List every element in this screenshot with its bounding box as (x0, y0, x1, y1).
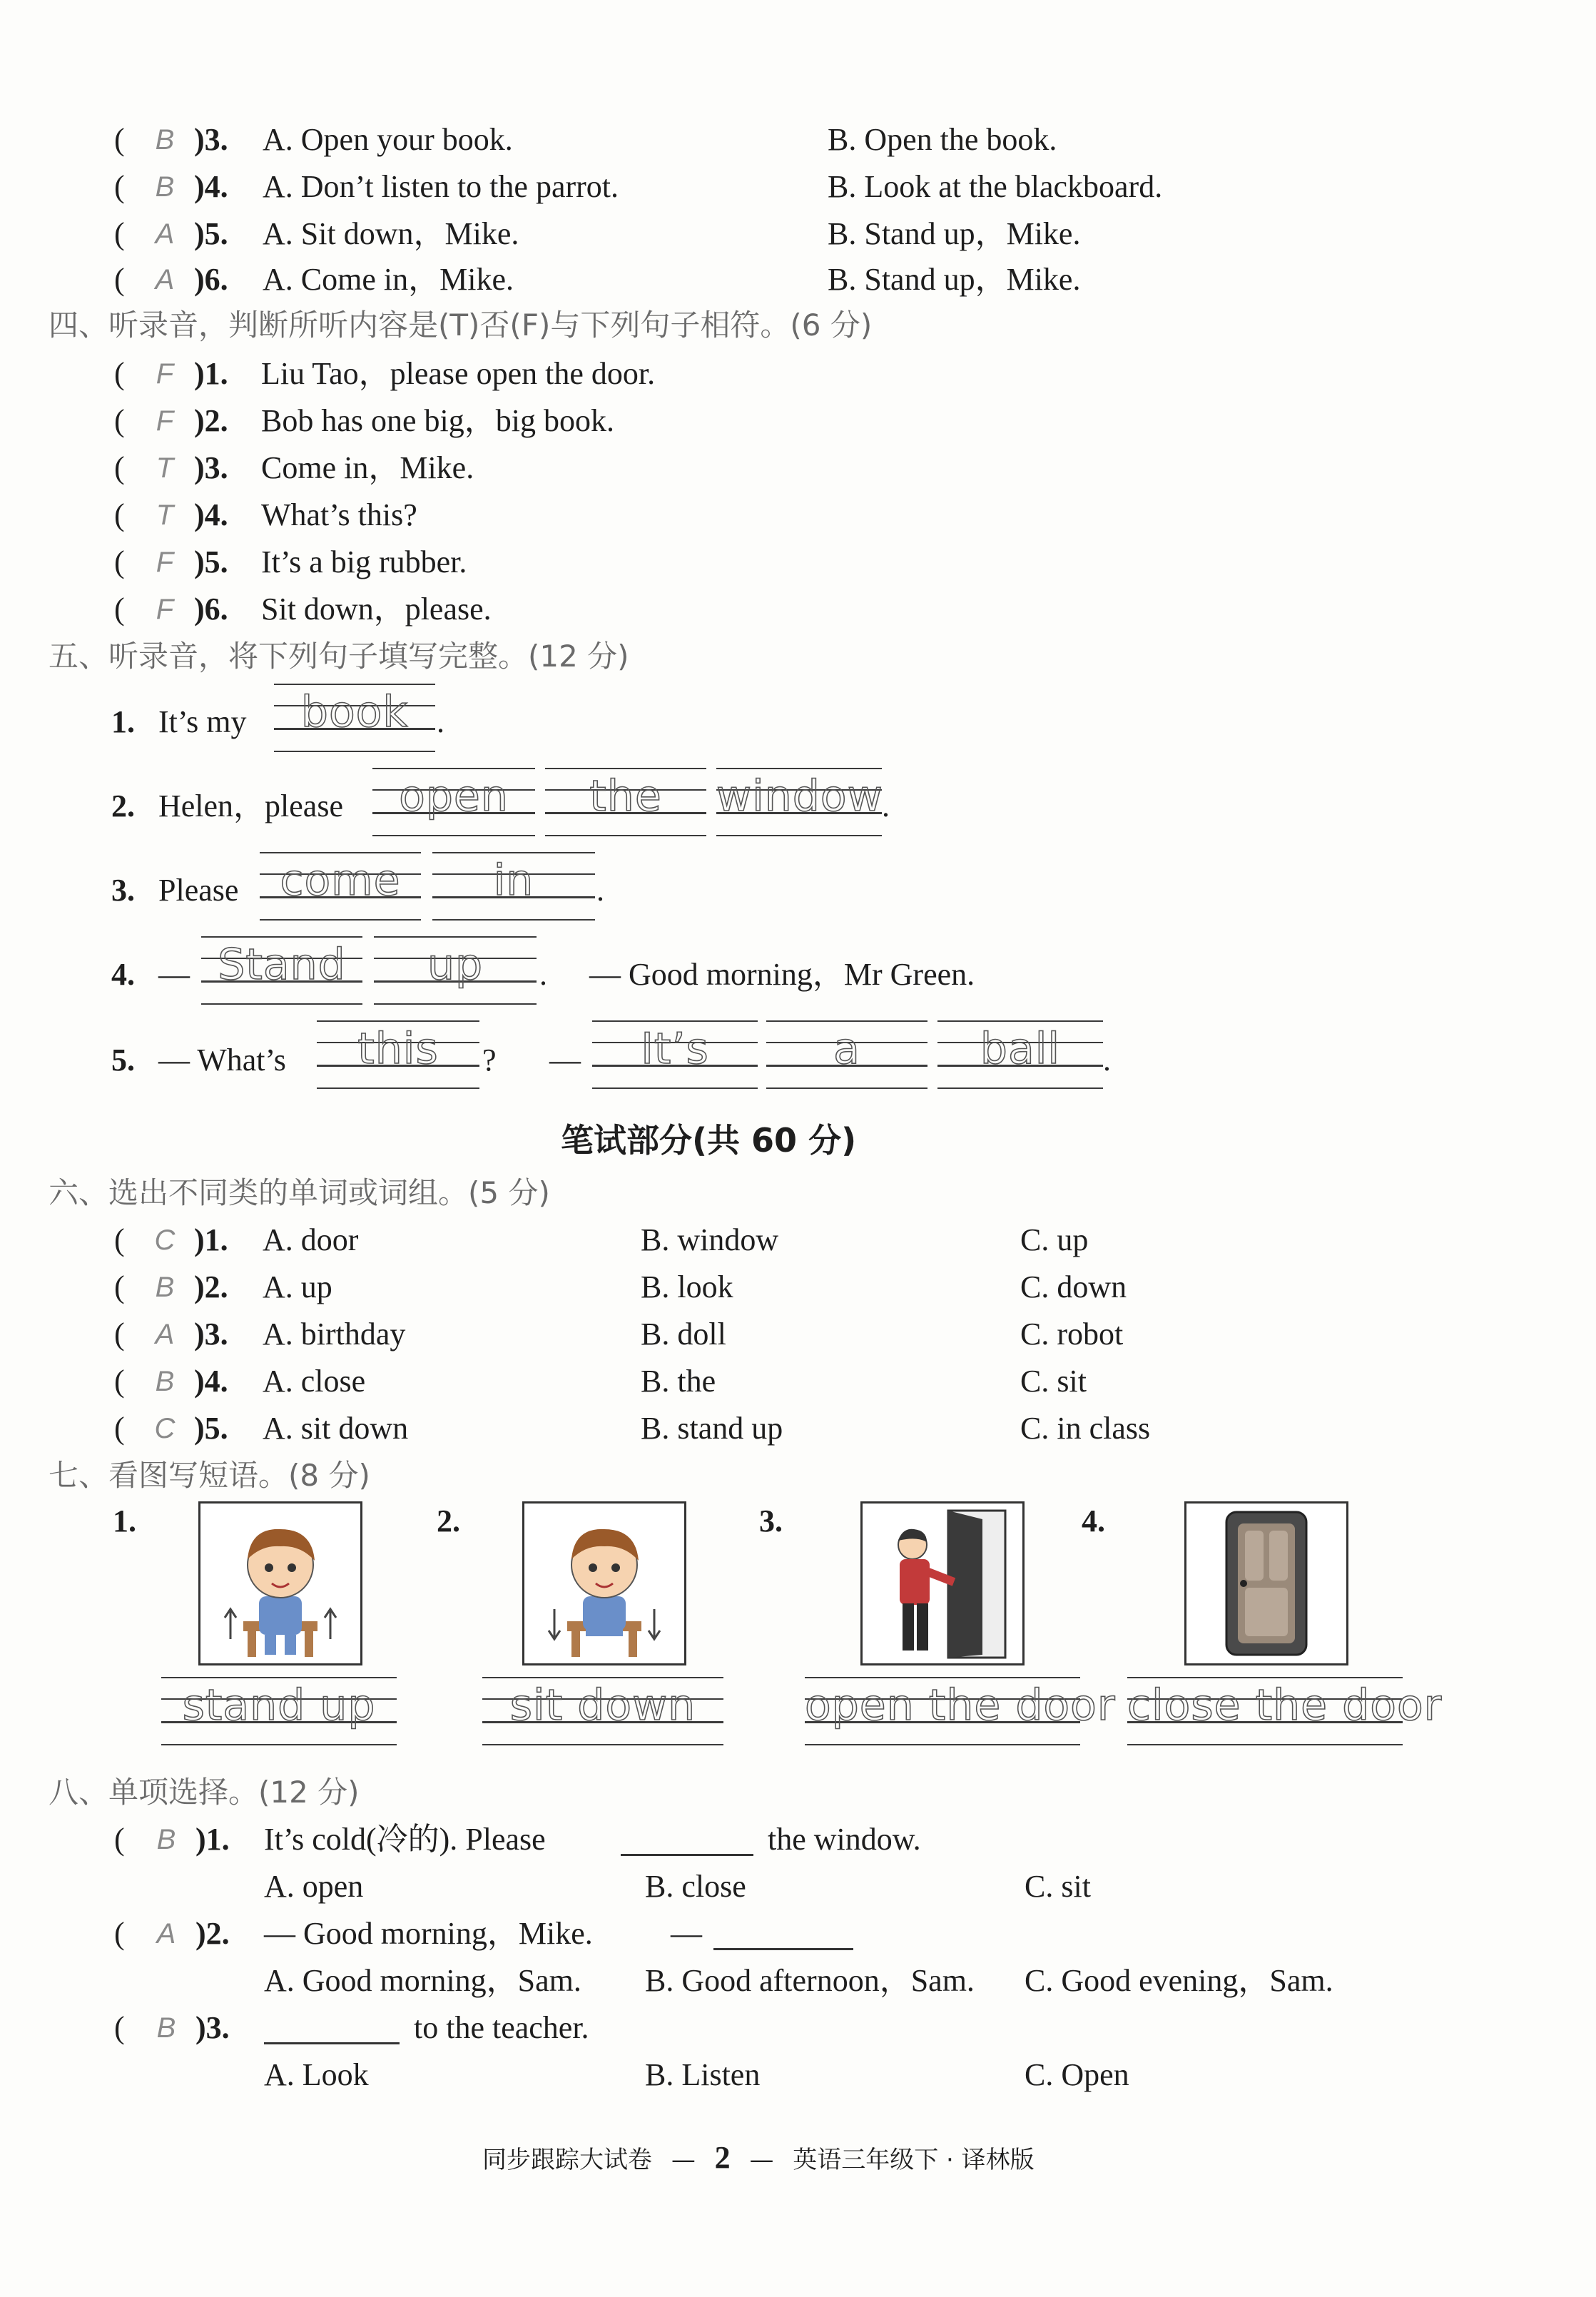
paren-open: ( (114, 403, 125, 438)
answer-blank (713, 1920, 853, 1950)
option-a: A. birthday (263, 1317, 406, 1352)
writing-lines (432, 852, 595, 921)
footer-separator: — (671, 2146, 696, 2174)
question-number: )3. (194, 450, 228, 485)
paren-open: ( (114, 2010, 125, 2045)
option-c: C. in class (1020, 1411, 1151, 1446)
closed-door-icon (1186, 1504, 1346, 1663)
handwritten-answer: close the door (1127, 1680, 1443, 1730)
handwritten-answer: open the door (805, 1680, 1116, 1730)
open-door-icon (863, 1504, 1022, 1663)
question-number: )2. (194, 403, 228, 438)
paren-open: ( (114, 356, 125, 391)
handwritten-answer: open (399, 771, 509, 821)
writing-lines (716, 768, 882, 836)
answer-mark: T (156, 500, 174, 531)
paren-open: ( (114, 122, 125, 157)
option-c: C. sit (1025, 1869, 1091, 1904)
option-c: C. Good evening，Sam. (1025, 1963, 1333, 1998)
answer-mark: F (156, 547, 174, 578)
option-c: C. sit (1020, 1364, 1087, 1399)
question-number: )6. (194, 262, 228, 297)
writing-lines (805, 1677, 1116, 1745)
paren-open: ( (114, 1222, 125, 1257)
option-b: B. Stand up，Mike. (828, 216, 1081, 251)
section5-title: 五、听录音，将下列句子填写完整。(12 分) (49, 639, 629, 674)
answer-mark: A (155, 218, 175, 250)
question-number: 1. (111, 704, 135, 739)
answer-mark: B (155, 1366, 175, 1397)
handwritten-answer: sit down (509, 1680, 696, 1730)
question-number: )1. (194, 356, 228, 391)
paren-open: ( (114, 1317, 125, 1352)
paren-open: ( (114, 216, 125, 251)
statement: Come in，Mike. (261, 450, 474, 485)
picture-boy-standing-up (198, 1501, 362, 1665)
paren-open: ( (114, 1916, 125, 1951)
option-b: B. window (641, 1222, 779, 1257)
footer-subject: 英语三年级下 · 译林版 (793, 2146, 1035, 2174)
section4-title: 四、听录音，判断所听内容是(T)否(F)与下列句子相符。(6 分) (49, 308, 873, 343)
option-a: A. sit down (263, 1411, 409, 1446)
option-a: A. close (263, 1364, 366, 1399)
answer-mark: B (155, 124, 175, 156)
option-a: A. Don’t listen to the parrot. (263, 169, 619, 204)
handwritten-answer: the (589, 771, 662, 821)
answer-mark: A (156, 1918, 176, 1949)
handwritten-answer: window (716, 771, 883, 821)
handwritten-answer: ball (980, 1024, 1061, 1074)
question-number: )5. (194, 216, 228, 251)
period: . (882, 789, 890, 823)
answer-mark: F (156, 358, 174, 390)
question-stem-end: the window. (768, 1822, 921, 1857)
answer-mark: A (155, 1319, 175, 1350)
picture-number: 4. (1082, 1504, 1105, 1538)
option-b: B. Good afternoon，Sam. (645, 1963, 975, 1998)
question-number: )4. (194, 1364, 228, 1399)
handwritten-answer: in (493, 856, 534, 906)
option-a: A. Come in，Mike. (263, 262, 514, 297)
option-b: B. Stand up，Mike. (828, 262, 1081, 297)
question-number: )5. (194, 1411, 228, 1446)
boy-sitting-icon (524, 1504, 684, 1663)
writing-lines (274, 684, 435, 752)
question-mark: ? (482, 1043, 497, 1077)
answer-mark: F (156, 405, 174, 437)
question-number: )3. (194, 1317, 228, 1352)
answer-mark: B (156, 2012, 176, 2044)
paren-open: ( (114, 169, 125, 204)
picture-closed-door (1184, 1501, 1348, 1665)
handwritten-answer: this (357, 1024, 439, 1074)
footer-book-title: 同步跟踪大试卷 (482, 2146, 652, 2174)
paren-open: ( (114, 592, 125, 627)
picture-boy-sitting-down (522, 1501, 686, 1665)
answer-mark: C (154, 1413, 176, 1444)
period: . (596, 873, 604, 908)
footer-separator: — (749, 2146, 774, 2174)
option-b: B. close (645, 1869, 746, 1904)
handwritten-answer: a (833, 1024, 860, 1074)
question-number: )6. (194, 592, 228, 627)
question-stem-end: to the teacher. (414, 2010, 589, 2045)
picture-boy-opening-door (860, 1501, 1025, 1665)
option-b: B. the (641, 1364, 716, 1399)
paren-open: ( (114, 497, 125, 532)
option-a: A. Open your book. (263, 122, 513, 157)
boy-standing-icon (200, 1504, 360, 1663)
page-number: 2 (714, 2140, 731, 2175)
answer-mark: A (155, 264, 175, 295)
picture-number: 2. (437, 1504, 460, 1538)
writing-lines (545, 768, 706, 836)
sentence-start: Helen，please (158, 789, 343, 823)
writing-lines (1127, 1677, 1443, 1745)
writing-lines (592, 1020, 758, 1089)
statement: What’s this? (261, 497, 417, 532)
question-stem-start: — Good morning，Mike. (264, 1916, 593, 1951)
answer-blank (621, 1825, 753, 1856)
option-b: B. Look at the blackboard. (828, 169, 1163, 204)
sentence-start: It’s my (158, 704, 247, 739)
statement: Liu Tao，please open the door. (261, 356, 656, 391)
writing-lines (260, 852, 421, 921)
picture-number: 1. (113, 1504, 136, 1538)
sentence-start: — What’s (158, 1043, 286, 1077)
answer-mark: C (154, 1224, 176, 1256)
question-number: 4. (111, 957, 135, 992)
handwritten-answer: up (427, 940, 484, 990)
question-number: )2. (194, 1269, 228, 1304)
footer (482, 2139, 1035, 2176)
paren-open: ( (114, 1411, 125, 1446)
option-c: C. down (1020, 1269, 1127, 1304)
section8-title: 八、单项选择。(12 分) (49, 1775, 360, 1810)
paren-open: ( (114, 544, 125, 579)
statement: It’s a big rubber. (261, 544, 467, 579)
question-number: )2. (195, 1916, 230, 1951)
written-part-title: 笔试部分(共 60 分) (561, 1121, 857, 1160)
dash: — (671, 1916, 702, 1951)
answer-mark: B (155, 1272, 175, 1303)
writing-lines (161, 1677, 397, 1745)
statement: Bob has one big，big book. (261, 403, 614, 438)
answer-mark: F (156, 594, 174, 625)
reply: — Good morning，Mr Green. (589, 957, 975, 992)
option-b: B. Listen (645, 2057, 761, 2092)
answer-mark: B (155, 171, 175, 203)
handwritten-answer: It’s (641, 1024, 709, 1074)
section7-title: 七、看图写短语。(8 分) (49, 1458, 370, 1493)
dash: — (158, 957, 190, 992)
option-c: C. robot (1020, 1317, 1124, 1352)
option-a: A. Sit down，Mike. (263, 216, 519, 251)
statement: Sit down，please. (261, 592, 492, 627)
option-a: A. Look (264, 2057, 369, 2092)
handwritten-answer: book (300, 687, 409, 737)
option-a: A. up (263, 1269, 332, 1304)
answer-blank (264, 2014, 400, 2044)
paren-open: ( (114, 450, 125, 485)
writing-lines (317, 1020, 479, 1089)
handwritten-answer: stand up (182, 1680, 376, 1730)
writing-lines (766, 1020, 927, 1089)
option-b: B. look (641, 1269, 733, 1304)
question-number: )3. (194, 122, 228, 157)
handwritten-answer: come (280, 856, 401, 906)
sentence-start: Please (158, 873, 239, 908)
option-c: C. Open (1025, 2057, 1129, 2092)
dash: — (549, 1043, 581, 1077)
question-number: 3. (111, 873, 135, 908)
paren-open: ( (114, 262, 125, 297)
paren-open: ( (114, 1269, 125, 1304)
option-b: B. Open the book. (828, 122, 1057, 157)
period: . (1103, 1043, 1111, 1077)
paren-open: ( (114, 1364, 125, 1399)
answer-mark: B (156, 1824, 176, 1855)
writing-lines (372, 768, 535, 836)
question-number: )4. (194, 497, 228, 532)
section6-title: 六、选出不同类的单词或词组。(5 分) (49, 1175, 550, 1210)
option-b: B. stand up (641, 1411, 783, 1446)
question-number: )1. (195, 1822, 230, 1857)
question-number: )4. (194, 169, 228, 204)
question-number: )5. (194, 544, 228, 579)
question-number: 5. (111, 1043, 135, 1077)
handwritten-answer: Stand (218, 940, 346, 990)
option-a: A. door (263, 1222, 359, 1257)
answer-mark: T (156, 452, 174, 484)
option-c: C. up (1020, 1222, 1089, 1257)
option-a: A. open (264, 1869, 364, 1904)
period: . (539, 957, 547, 992)
option-a: A. Good morning，Sam. (264, 1963, 581, 1998)
question-number: )3. (195, 2010, 230, 2045)
period: . (437, 704, 444, 739)
writing-lines (374, 936, 537, 1005)
writing-lines (937, 1020, 1103, 1089)
question-number: )1. (194, 1222, 228, 1257)
paren-open: ( (114, 1822, 125, 1857)
writing-lines (201, 936, 362, 1005)
question-number: 2. (111, 789, 135, 823)
writing-lines (482, 1677, 723, 1745)
option-b: B. doll (641, 1317, 726, 1352)
picture-number: 3. (759, 1504, 783, 1538)
question-stem-start: It’s cold(冷的). Please (264, 1822, 546, 1857)
